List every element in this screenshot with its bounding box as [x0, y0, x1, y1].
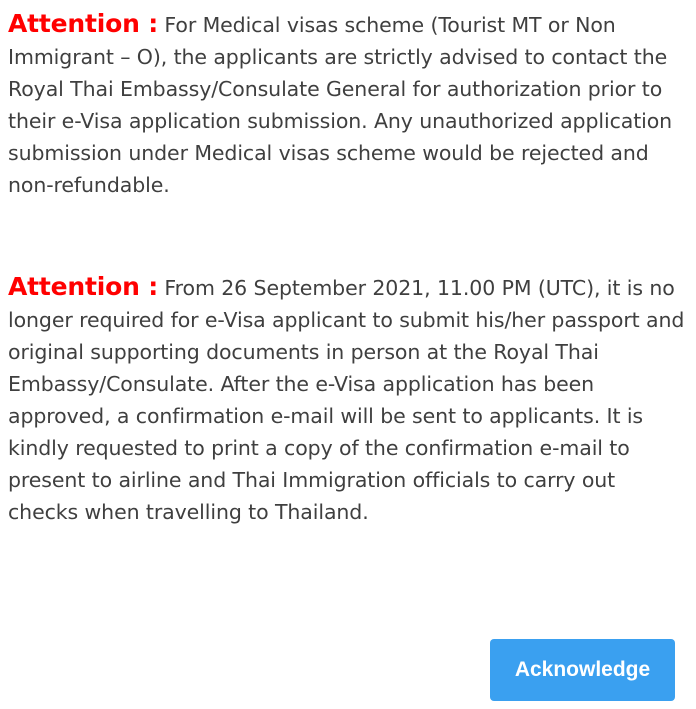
attention-label: Attention : [8, 9, 158, 38]
medical-visa-notice [8, 8, 688, 201]
acknowledge-button[interactable]: Acknowledge [490, 639, 675, 701]
attention-label: Attention : [8, 272, 158, 301]
document-submission-notice [8, 271, 688, 528]
notice-text: From 26 September 2021, 11.00 PM (UTC), it is no longer required for e-Visa applicant to submit his/her passport and original supporting documents in person at the Royal Thai Embassy/Consulate. After the e-Visa application has been approved, a confirmation e-mail will be sent to applicants. It is kindly requested to print a copy of the confirmation e-mail to present to airline and Thai Immigration officials to carry out checks when travelling to Thailand. [8, 276, 685, 524]
notice-text: For Medical visas scheme (Tourist MT or Non Immigrant – O), the applicants are strictly advised to contact the Royal Thai Embassy/Consulate General for authorization prior to their e-Visa application submission. Any unauthorized application submission under Medical visas scheme would be rejected and non-refundable. [8, 13, 673, 197]
